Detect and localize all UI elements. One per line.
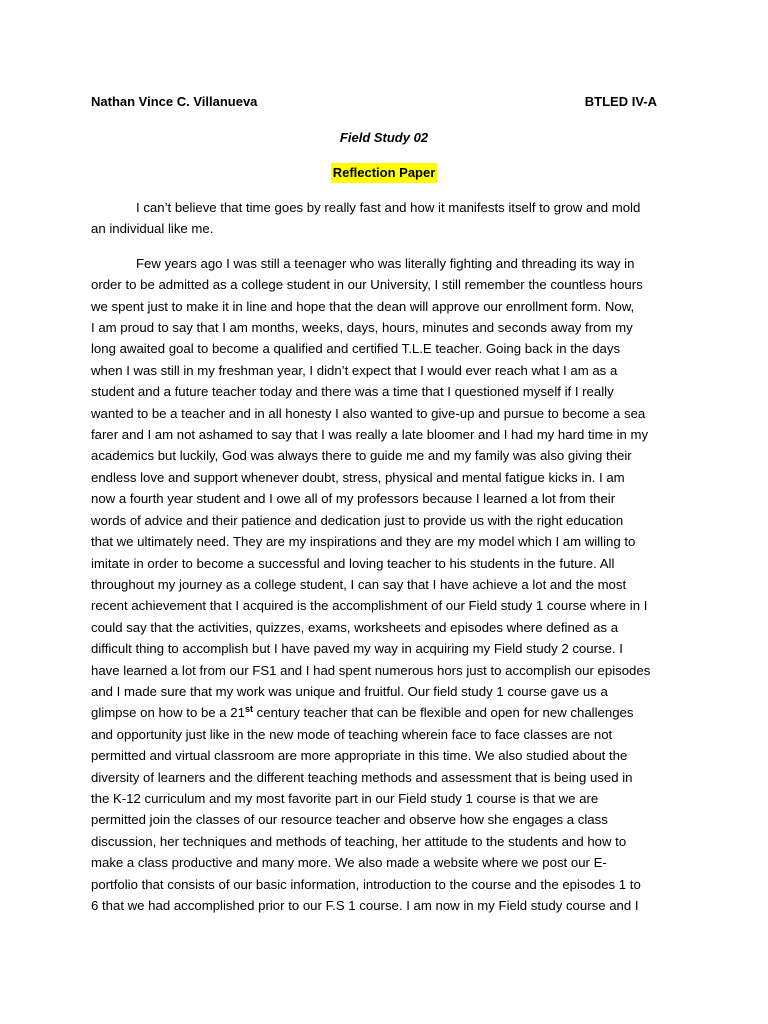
paragraph-line: glimpse on how to be a 21st century teacher that can be flexible and open for new challenges [91,704,634,721]
paragraph-line: discussion, her techniques and methods of teaching, her attitude to the students and how to [91,833,627,849]
paragraph-line: and opportunity just like in the new mode of teaching wherein face to face classes are not [91,726,613,742]
paragraph-line: 6 that we had accomplished prior to our F.S 1 course. I am now in my Field study course and I [91,898,639,913]
paragraph-line: farer and I am not ashamed to say that I was really a late bloomer and I had my hard time in my [91,427,649,443]
paragraph [91,197,681,240]
paragraph-line: have learned a lot from our FS1 and I had spent numerous hors just to accomplish our episodes [91,662,651,678]
course-section: BTLED IV-A [584,94,657,109]
paragraph-line: now a fourth year student and I owe all of my professors because I learned a lot from their [91,491,616,507]
paragraph-line: wanted to be a teacher and in all honesty I also wanted to give-up and pursue to become a sea [91,405,646,421]
paragraph-line: permitted join the classes of our resource teacher and observe how she engages a class [91,812,608,828]
paragraph-line: difficult thing to accomplish but I have paved my way in acquiring my Field study 2 course. I [91,641,623,657]
document-body [91,197,681,929]
ordinal-superscript: st [244,704,253,715]
paragraph-line: endless love and support whenever doubt, stress, physical and mental fatigue kicks in. I am [91,469,625,485]
paragraph-line: we spent just to make it in line and hope that the dean will approve our enrollment form. Now, [91,298,635,314]
paragraph-line: could say that the activities, quizzes, exams, worksheets and episodes where defined as a [91,619,619,635]
paragraph-line: and I made sure that my work was unique and fruitful. Our field study 1 course gave us a [91,683,608,699]
author-name: Nathan Vince C. Villanueva [91,94,258,109]
paragraph-line: recent achievement that I acquired is the accomplishment of our Field study 1 course where in I [91,598,648,614]
paragraph-line: long awaited goal to become a qualified and certified T.L.E teacher. Going back in the days [91,341,621,357]
document-title: Reflection Paper [331,163,438,183]
paragraph-line: order to be admitted as a college student in our University, I still remember the countless hours [91,277,643,293]
paragraph-line: throughout my journey as a college student, I can say that I have achieve a lot and the most [91,576,627,592]
paragraph-line: diversity of learners and the different teaching methods and assessment that is being used in [91,769,633,785]
document-title-wrap [0,163,768,183]
paragraph-line: an individual like me. [91,221,214,237]
paragraph-line: that we ultimately need. They are my inspirations and they are my model which I am willing to [91,534,636,550]
paragraph-line: the K-12 curriculum and my most favorite part in our Field study 1 course is that we are [91,790,599,806]
paragraph-line: words of advice and their patience and dedication just to provide us with the right education [91,512,624,528]
document-header [91,94,671,114]
paragraph-line: student and a future teacher today and there was a time that I questioned myself if I really [91,384,614,400]
document-subtitle: Field Study 02 [339,130,429,145]
paragraph-line: academics but luckily, God was always there to guide me and my family was also giving their [91,448,632,464]
paragraph-line: make a class productive and many more. We also made a website where we post our E- [91,855,607,871]
paragraph-line: permitted and virtual classroom are more appropriate in this time. We also studied about the [91,748,628,764]
paragraph-line: when I was still in my freshman year, I didn’t expect that I would ever reach what I am as a [91,362,618,378]
paragraph-line: I can’t believe that time goes by really fast and how it manifests itself to grow and mold [136,200,641,215]
paragraph-line: Few years ago I was still a teenager who was literally fighting and threading its way in [136,255,635,271]
paragraph-line: imitate in order to become a successful and loving teacher to his students in the future. All [91,555,615,571]
paragraph-line: portfolio that consists of our basic information, introduction to the course and the episodes 1 to [91,876,641,892]
paragraph [91,253,681,917]
paragraph-line: I am proud to say that I am months, weeks, days, hours, minutes and seconds away from my [91,320,633,336]
